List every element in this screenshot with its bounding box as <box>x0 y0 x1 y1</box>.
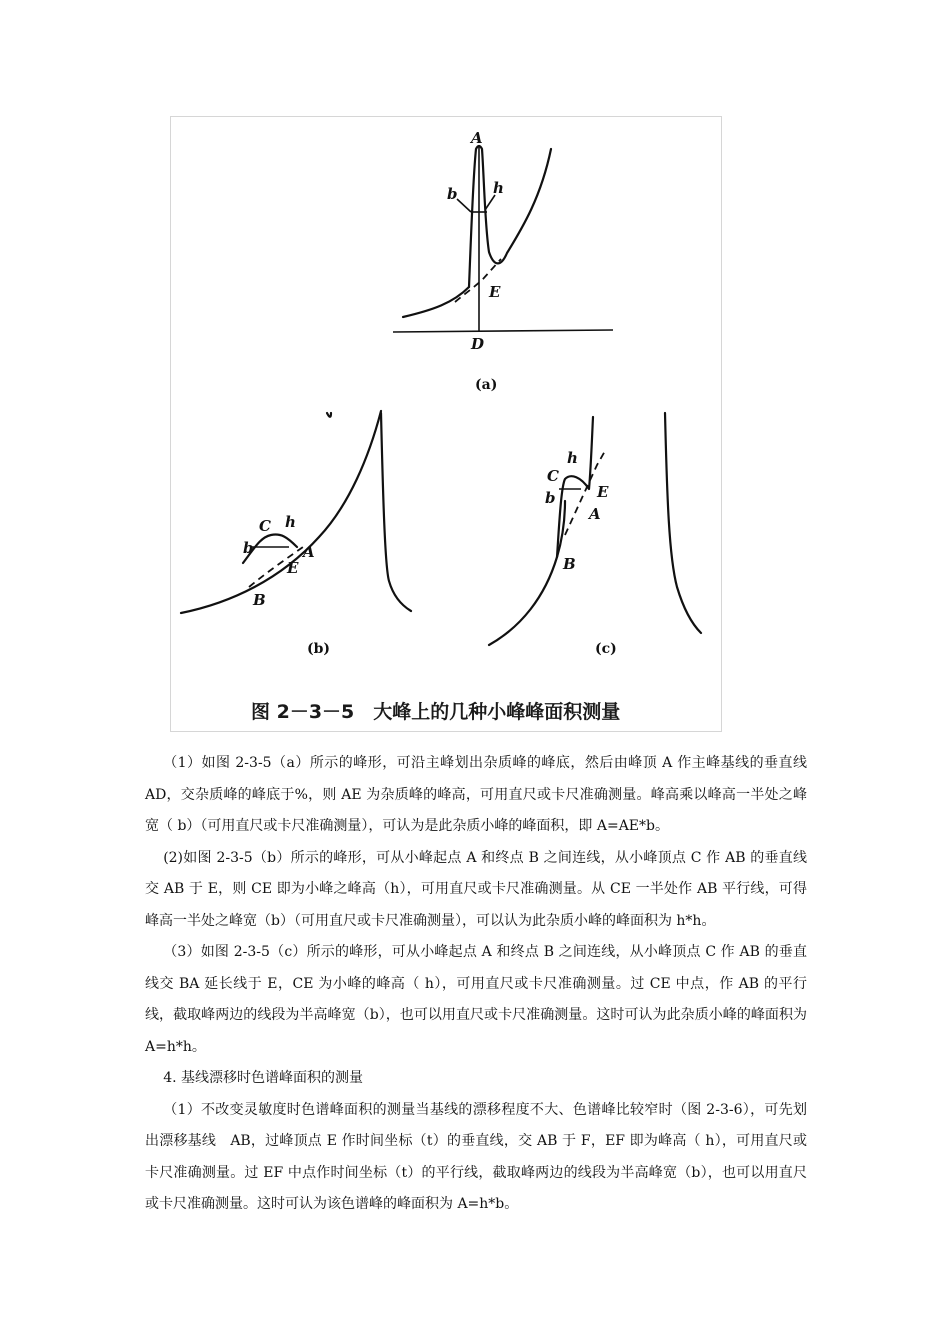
panel-a-label-d: D <box>471 335 485 353</box>
panel-a-main-curve-left <box>403 287 469 317</box>
panel-b-left-curve <box>181 411 381 613</box>
figure-drawing <box>171 117 723 733</box>
panel-a-b-leader <box>457 199 471 212</box>
panel-a-label-a: A <box>471 129 483 147</box>
panel-c <box>489 413 701 657</box>
body-text <box>145 748 807 1221</box>
panel-a-caption: (a) <box>475 377 498 393</box>
panel-b-label-h: h <box>285 513 296 531</box>
panel-b-caption: (b) <box>307 641 331 657</box>
panel-b-label-a: A <box>303 543 315 561</box>
panel-a <box>393 129 613 393</box>
paragraph-3: （3）如图 2-3-5（c）所示的峰形，可从小峰起点 A 和终点 B 之间连线，从小峰顶点 C 作 AB 的垂直线交 BA 延长线于 E，CE 为小峰的峰高（ h），可用直尺或卡尺准确测量。过 CE 中点，作 AB 的平行线，截取峰两边的线段为半高峰宽（b），也可以用直尺或卡尺准确测量。这时可认为此杂质小峰的峰面积为 A=h*h。 <box>145 944 807 1055</box>
panel-b-right-curve <box>381 413 411 611</box>
panel-c-right-curve <box>665 413 701 633</box>
section-heading: 4. 基线漂移时色谱峰面积的测量 <box>163 1070 363 1086</box>
paragraph-2: (2)如图 2-3-5（b）所示的峰形，可从小峰起点 A 和终点 B 之间连线，从小峰顶点 C 作 AB 的垂直线交 AB 于 E，则 CE 即为小峰之峰高（h），可用直尺或卡尺准确测量。从 CE 一半处作 AB 平行线，可得峰高一半处之峰宽（b）（可用直尺或卡尺准确测量），可以认为此杂质小峰的峰面积为 h*h。 <box>145 849 807 929</box>
panel-b-top-mark <box>327 413 331 417</box>
panel-b-label-e: E <box>287 559 299 577</box>
panel-a-label-b: b <box>447 185 458 203</box>
figure-2-3-5 <box>170 116 722 732</box>
panel-c-label-b-point: B <box>563 555 576 573</box>
panel-a-baseline <box>393 330 613 332</box>
panel-b-label-b: b <box>243 539 254 557</box>
panel-b <box>181 411 411 657</box>
panel-c-left-curve <box>489 501 565 645</box>
panel-a-peak-and-rise <box>469 146 551 287</box>
panel-b-label-b-point: B <box>253 591 266 609</box>
panel-a-label-h: h <box>493 179 504 197</box>
panel-c-label-c: C <box>547 467 559 485</box>
panel-b-label-c: C <box>259 517 271 535</box>
panel-a-label-e: E <box>489 283 501 301</box>
panel-c-caption: (c) <box>595 641 617 657</box>
panel-c-label-a: A <box>589 505 601 523</box>
paragraph-1: （1）如图 2-3-5（a）所示的峰形，可沿主峰划出杂质峰的峰底，然后由峰顶 A 作主峰基线的垂直线 AD，交杂质峰的峰底于%，则 AE 为杂质峰的峰高，可用直尺或卡尺准确测量。峰高乘以峰高一半处之峰宽（ b）（可用直尺或卡尺准确测量），可认为是此杂质小峰的峰面积，即 A=AE*b。 <box>145 755 807 834</box>
figure-title: 图 2－3－5 大峰上的几种小峰峰面积测量 <box>251 701 621 723</box>
panel-a-h-leader <box>485 195 495 210</box>
panel-c-label-h: h <box>567 449 578 467</box>
panel-c-label-b: b <box>545 489 556 507</box>
panel-c-label-e: E <box>597 483 609 501</box>
paragraph-4: （1）不改变灵敏度时色谱峰面积的测量当基线的漂移程度不大、色谱峰比较窄时（图 2-3-6），可先划出漂移基线 AB，过峰顶点 E 作时间坐标（t）的垂直线，交 AB 于 F，EF 即为峰高（ h），可用直尺或卡尺准确测量。过 EF 中点作时间坐标（t）的平行线，截取峰两边的线段为半高峰宽（b），也可以用直尺或卡尺准确测量。这时可认为该色谱峰的峰面积为 A=h*b。 <box>145 1101 807 1212</box>
